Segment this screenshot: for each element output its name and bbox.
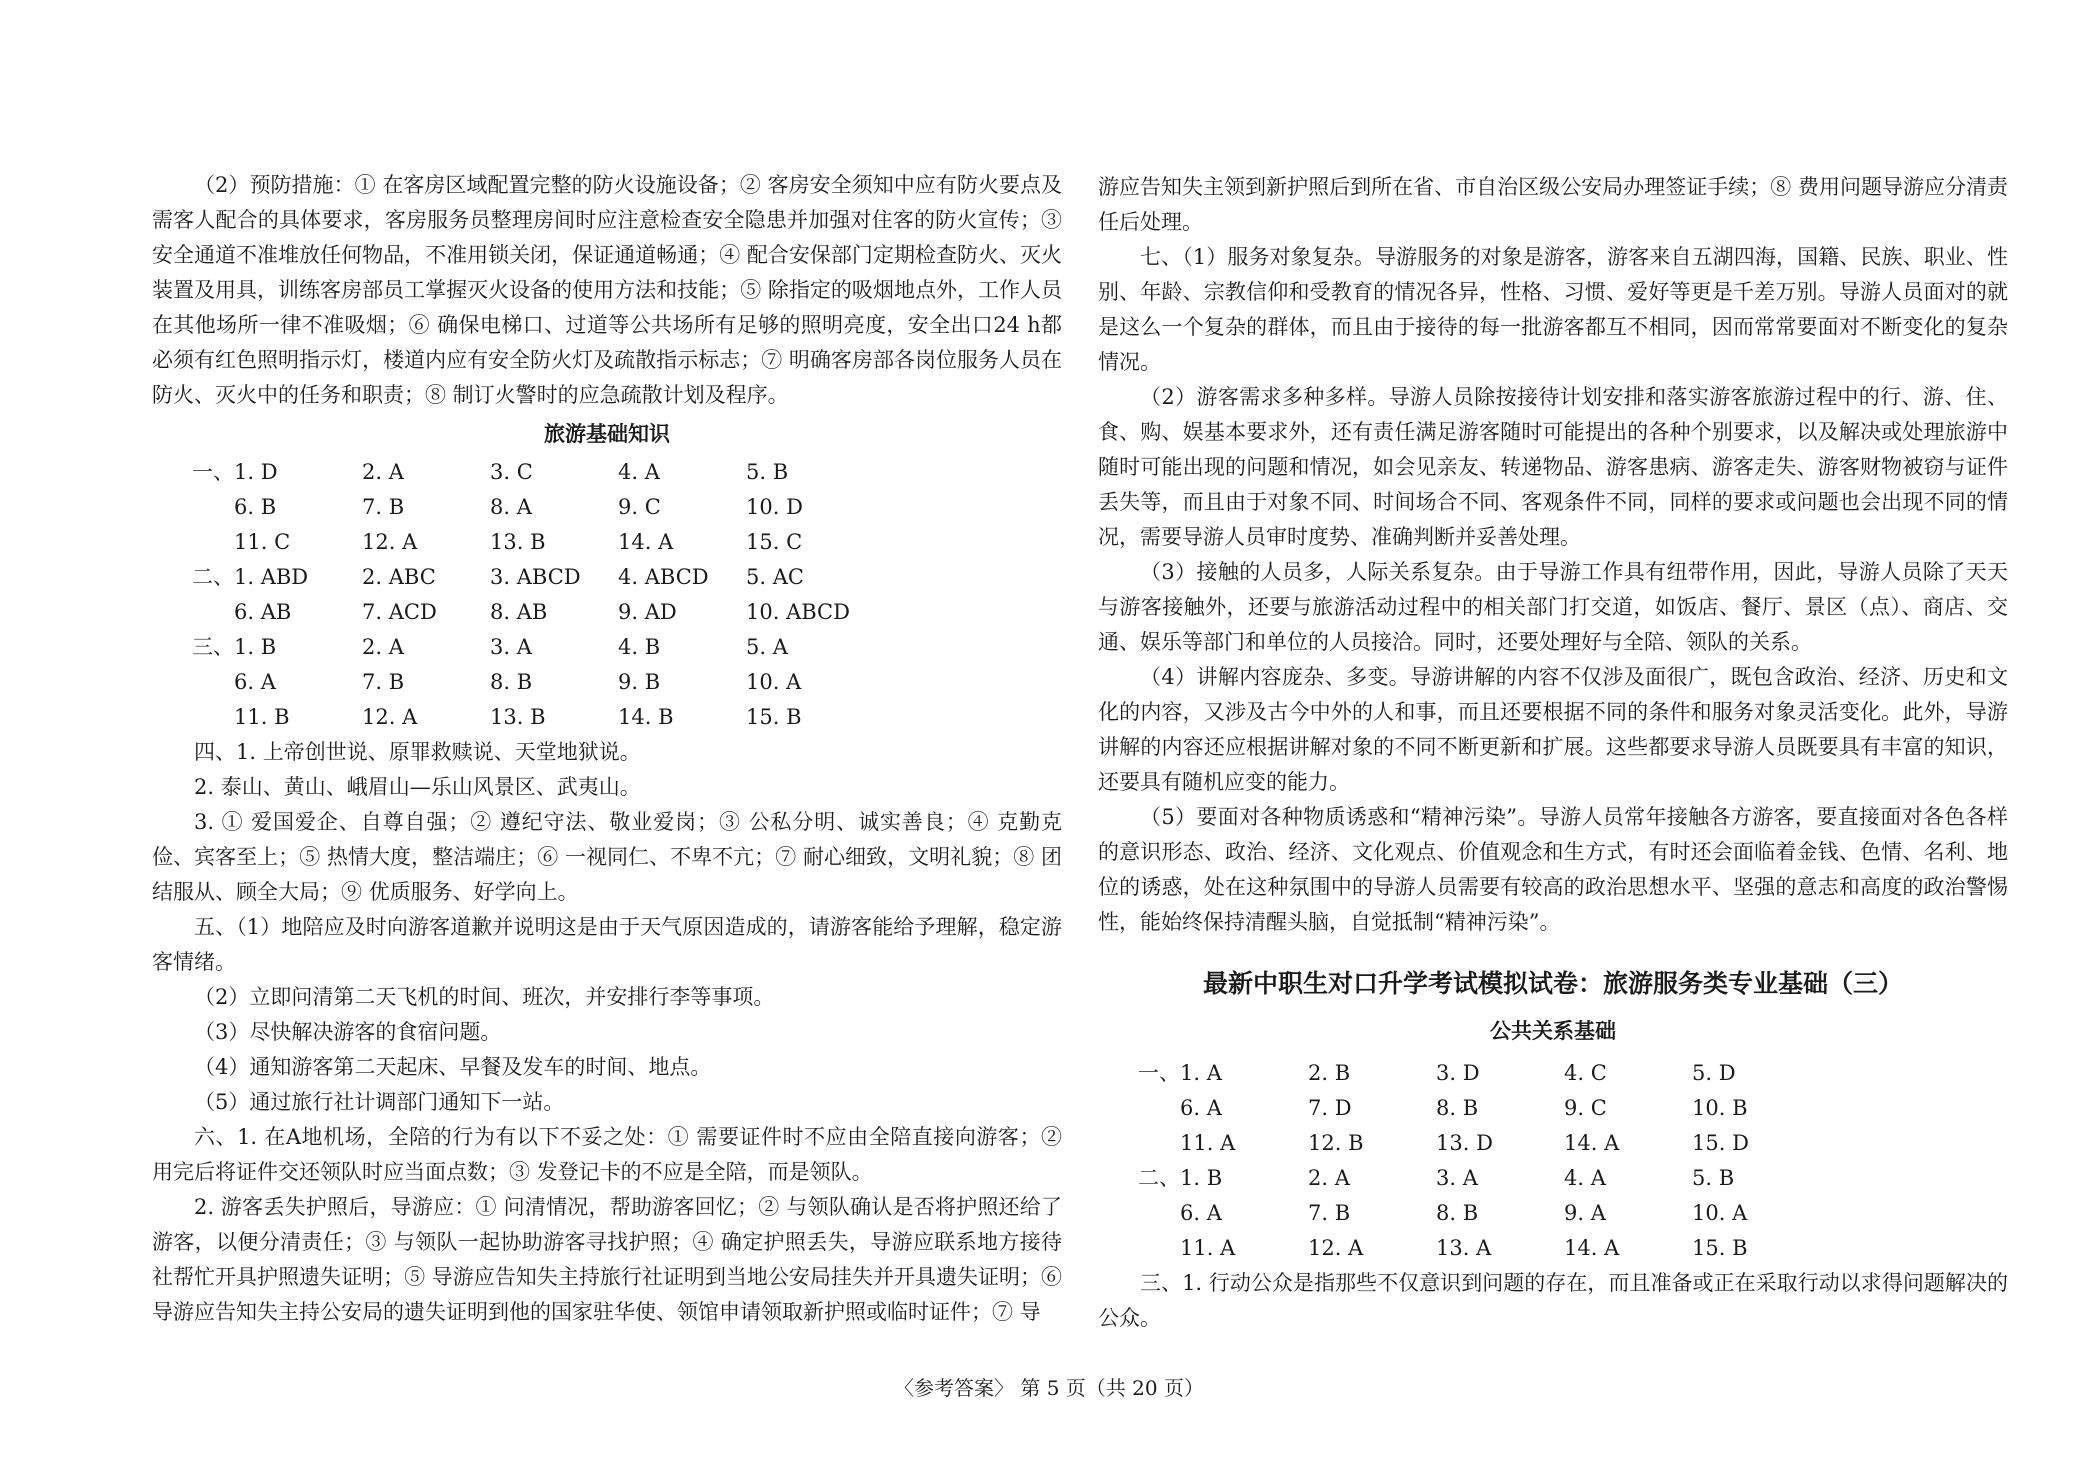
answer-cell: 2. A [362, 460, 404, 484]
section-title-public-relations: 公共关系基础 [1490, 1018, 1616, 1043]
answer-row [152, 595, 874, 630]
answer-cell: 11. B [234, 705, 290, 729]
answer-row-label [152, 700, 234, 735]
answer-cell: 7. B [362, 670, 405, 694]
answer-cell: 6. A [1180, 1201, 1222, 1225]
answer-cell: 12. A [362, 705, 418, 729]
answer-row-label [152, 525, 234, 560]
answer-cell: 13. D [1436, 1131, 1493, 1155]
answer-cell: 9. B [618, 670, 661, 694]
page-footer: 〈参考答案〉 第 5 页（共 20 页） [894, 1376, 1204, 1400]
answer-cell: 6. A [1180, 1096, 1222, 1120]
answer-cell: 11. A [1180, 1236, 1236, 1260]
answer-5-4: （4）通知游客第二天起床、早餐及发车的时间、地点。 [194, 1055, 712, 1079]
answer-cell: 14. A [618, 530, 674, 554]
answer-row-label [1098, 1126, 1180, 1161]
answer-cell: 10. D [746, 495, 803, 519]
answer-cell: 4. ABCD [618, 565, 709, 589]
answer-row [1098, 1196, 1820, 1231]
answer-cell: 4. B [618, 635, 661, 659]
answer-cell: 5. B [746, 460, 789, 484]
answer-cell: 13. A [1436, 1236, 1492, 1260]
answer-7-1: 七、（1）服务对象复杂。导游服务的对象是游客，游客来自五湖四海，国籍、民族、职业、性别、年龄、宗教信仰和受教育的情况各异，性格、习惯、爱好等更是千差万别。导游人员面对的就是这么一个复杂的群体，而且由于接待的每一批游客都互不相同，因而常常要面对不断变化的复杂情况。 [1098, 245, 2008, 374]
answer-cell: 14. A [1564, 1236, 1620, 1260]
answer-cell: 15. D [1692, 1131, 1749, 1155]
answer-cell: 2. A [1308, 1166, 1350, 1190]
answer-row-label [1098, 1231, 1180, 1266]
answer-cell: 11. C [234, 530, 291, 554]
answer-row [152, 525, 874, 560]
answer-cell: 5. A [746, 635, 788, 659]
answer-row-label [152, 595, 234, 630]
answer-row-label: 一、 [1138, 1061, 1180, 1085]
section-title-tourism-basics: 旅游基础知识 [544, 421, 670, 446]
answer-cell: 4. A [1564, 1166, 1606, 1190]
answer-cell: 8. B [1436, 1201, 1479, 1225]
answer-cell: 5. AC [746, 565, 804, 589]
answer-row [152, 700, 874, 735]
answer-5-3: （3）尽快解决游客的食宿问题。 [194, 1020, 502, 1044]
answer-cell: 11. A [1180, 1131, 1236, 1155]
answer-cell: 2. B [1308, 1061, 1351, 1085]
answer-row-label [152, 665, 234, 700]
answer-cell: 1. ABD [234, 565, 309, 589]
answer-row-label: 三、 [192, 635, 234, 659]
answer-row [1098, 1161, 1820, 1196]
answer-cell: 5. D [1692, 1061, 1736, 1085]
answer-row [152, 490, 874, 525]
answer-cell: 14. B [618, 705, 674, 729]
answer-row [1098, 1231, 1820, 1266]
fire-prevention-paragraph: （2）预防措施：① 在客房区域配置完整的防火设施设备；② 客房安全须知中应有防火要点及需客人配合的具体要求，客房服务员整理房间时应注意检查安全隐患并加强对住客的防火宣传；③ 安全通道不准堆放任何物品，不准用锁关闭，保证通道畅通；④ 配合安保部门定期检查防火、灭火装置及用具，训练客房部员工掌握灭火设备的使用方法和技能；⑤ 除指定的吸烟地点外，工作人员在其他场所一律不准吸烟；⑥ 确保电梯口、过道等公共场所有足够的照明亮度，安全出口24 h都必须有红色照明指示灯，楼道内应有安全防火灯及疏散指示标志；⑦ 明确客房部各岗位服务人员在防火、灭火中的任务和职责；⑧ 制订火警时的应急疏散计划及程序。 [152, 173, 1062, 407]
answer-row-label [1098, 1091, 1180, 1126]
answer-4-2: 2. 泰山、黄山、峨眉山—乐山风景区、武夷山。 [194, 775, 641, 799]
answer-cell: 6. B [234, 495, 277, 519]
answer-cell: 2. A [362, 635, 404, 659]
answer-row [152, 455, 874, 490]
answer-cell: 4. A [618, 460, 660, 484]
answer-row-label: 二、 [192, 565, 234, 589]
answer-cell: 12. A [362, 530, 418, 554]
answer-cell: 3. A [1436, 1166, 1478, 1190]
answer-cell: 6. AB [234, 600, 292, 624]
answer-7-2: （2）游客需求多种多样。导游人员除按接待计划安排和落实游客旅游过程中的行、游、住、食、购、娱基本要求外，还有责任满足游客随时可能提出的各种个别要求，以及解决或处理旅游中随时可能出现的问题和情况，如会见亲友、转递物品、游客患病、游客走失、游客财物被窃与证件丢失等，而且由于对象不同、时间场合不同、客观条件不同，同样的要求或问题也会出现不同的情况，需要导游人员审时度势、准确判断并妥善处理。 [1098, 385, 2008, 549]
answer-table-public-relations [1098, 1056, 1820, 1266]
answer-7-5: （5）要面对各种物质诱惑和“精神污染”。导游人员常年接触各方游客，要直接面对各色各样的意识形态、政治、经济、文化观点、价值观念和生方式，有时还会面临着金钱、色情、名利、地位的诱惑，处在这种氛围中的导游人员需要有较高的政治思想水平、坚强的意志和高度的政治警惕性，能始终保持清醒头脑，自觉抵制“精神污染”。 [1098, 805, 2008, 934]
answer-cell: 9. A [1564, 1201, 1606, 1225]
answer-cell: 1. A [1180, 1061, 1222, 1085]
answer-cell: 7. D [1308, 1096, 1352, 1120]
answer-cell: 7. B [362, 495, 405, 519]
answer-cell: 1. B [1180, 1166, 1223, 1190]
answer-row [1098, 1056, 1820, 1091]
answer-cell: 8. AB [490, 600, 548, 624]
answer-row-label [152, 490, 234, 525]
answer-cell: 7. B [1308, 1201, 1351, 1225]
answer-cell: 15. B [746, 705, 802, 729]
answer-cell: 2. ABC [362, 565, 436, 589]
answer-cell: 3. D [1436, 1061, 1480, 1085]
answer-cell: 1. B [234, 635, 277, 659]
answer-cell: 8. B [1436, 1096, 1479, 1120]
answer-row [1098, 1091, 1820, 1126]
answer-cell: 13. B [490, 530, 546, 554]
answer-cell: 15. C [746, 530, 803, 554]
answer-pr-3-1: 三、1. 行动公众是指那些不仅意识到问题的存在，而且准备或正在采取行动以求得问题解决的公众。 [1098, 1271, 2008, 1330]
answer-5-1: 五、（1）地陪应及时向游客道歉并说明这是由于天气原因造成的，请游客能给予理解，稳定游客情绪。 [152, 915, 1062, 974]
answer-7-4: （4）讲解内容庞杂、多变。导游讲解的内容不仅涉及面很广，既包含政治、经济、历史和文化的内容，又涉及古今中外的人和事，而且还要根据不同的条件和服务对象灵活变化。此外，导游讲解的内容还应根据讲解对象的不同不断更新和扩展。这些都要求导游人员既要具有丰富的知识，还要具有随机应变的能力。 [1098, 665, 2008, 794]
answer-6-2: 2. 游客丢失护照后，导游应：① 问清情况，帮助游客回忆；② 与领队确认是否将护照还给了游客，以便分清责任；③ 与领队一起协助游客寻找护照；④ 确定护照丢失，导游应联系地方接待社帮忙开具护照遗失证明；⑤ 导游应告知失主持旅行社证明到当地公安局挂失并开具遗失证明；⑥ 导游应告知失主持公安局的遗失证明到他的国家驻华使、领馆申请领取新护照或临时证件；⑦ 导 [152, 1195, 1062, 1324]
answer-cell: 8. B [490, 670, 533, 694]
answer-cell: 9. AD [618, 600, 677, 624]
answer-cell: 15. B [1692, 1236, 1748, 1260]
answer-cell: 12. A [1308, 1236, 1364, 1260]
exam-title: 最新中职生对口升学考试模拟试卷：旅游服务类专业基础（三） [1202, 969, 1903, 998]
answer-cell: 4. C [1564, 1061, 1607, 1085]
left-column [152, 168, 1062, 1330]
answer-cell: 14. A [1564, 1131, 1620, 1155]
answer-table-tourism-basics [152, 455, 874, 735]
answer-cell: 3. A [490, 635, 532, 659]
answer-6-2-continued: 游应告知失主领到新护照后到所在省、市自治区级公安局办理签证手续；⑧ 费用问题导游应分清责任后处理。 [1098, 175, 2008, 234]
answer-row-label [1098, 1196, 1180, 1231]
answer-cell: 10. A [1692, 1201, 1748, 1225]
answer-cell: 7. ACD [362, 600, 437, 624]
answer-4-1: 四、1. 上帝创世说、原罪救赎说、天堂地狱说。 [194, 740, 641, 764]
answer-cell: 10. B [1692, 1096, 1748, 1120]
answer-cell: 10. A [746, 670, 802, 694]
answer-cell: 8. A [490, 495, 532, 519]
answer-cell: 6. A [234, 670, 276, 694]
answer-5-5: （5）通过旅行社计调部门通知下一站。 [194, 1090, 565, 1114]
answer-cell: 9. C [1564, 1096, 1607, 1120]
answer-cell: 3. ABCD [490, 565, 581, 589]
answer-cell: 10. ABCD [746, 600, 850, 624]
answer-cell: 3. C [490, 460, 533, 484]
answer-7-3: （3）接触的人员多，人际关系复杂。由于导游工作具有纽带作用，因此，导游人员除了天天与游客接触外，还要与旅游活动过程中的相关部门打交道，如饭店、餐厅、景区（点）、商店、交通、娱乐等部门和单位的人员接洽。同时，还要处理好与全陪、领队的关系。 [1098, 560, 2008, 654]
answer-4-3: 3. ① 爱国爱企、自尊自强；② 遵纪守法、敬业爱岗；③ 公私分明、诚实善良；④ 克勤克俭、宾客至上；⑤ 热情大度，整洁端庄；⑥ 一视同仁、不卑不亢；⑦ 耐心细致，文明礼貌；⑧ 团结服从、顾全大局；⑨ 优质服务、好学向上。 [152, 810, 1062, 904]
answer-row-label: 二、 [1138, 1166, 1180, 1190]
answer-row-label: 一、 [192, 460, 234, 484]
answer-5-2: （2）立即问清第二天飞机的时间、班次，并安排行李等事项。 [194, 985, 775, 1009]
answer-cell: 13. B [490, 705, 546, 729]
answer-cell: 1. D [234, 460, 278, 484]
right-column [1098, 170, 2008, 1336]
answer-cell: 9. C [618, 495, 661, 519]
answer-row [152, 630, 874, 665]
answer-row [1098, 1126, 1820, 1161]
answer-cell: 5. B [1692, 1166, 1735, 1190]
answer-row [152, 665, 874, 700]
answer-6-1: 六、1. 在A地机场，全陪的行为有以下不妥之处：① 需要证件时不应由全陪直接向游客；② 用完后将证件交还领队时应当面点数；③ 发登记卡的不应是全陪，而是领队。 [152, 1125, 1062, 1184]
answer-cell: 12. B [1308, 1131, 1364, 1155]
answer-row [152, 560, 874, 595]
